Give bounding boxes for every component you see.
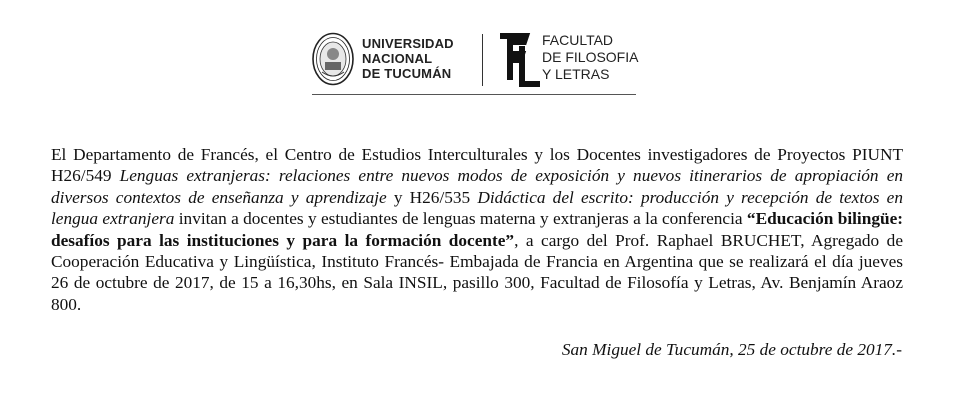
- university-name: [362, 36, 454, 81]
- letterhead: [312, 28, 639, 96]
- header-rule: [312, 94, 636, 95]
- header-divider: [482, 34, 483, 86]
- dateline: San Miguel de Tucumán, 25 de octubre de 2017.-: [561, 340, 902, 359]
- faculty-name: [542, 32, 638, 83]
- project-title-1: Lenguas extranjeras: relaciones entre nuevos modos de exposición y nuevos itinerarios de apropiación en diversos contextos de enseñanza y aprendizaje: [51, 166, 904, 207]
- university-line: UNIVERSIDAD: [362, 36, 454, 51]
- faculty-line: DE FILOSOFIA: [542, 49, 639, 65]
- conference-title: “Educación bilingüe: desafíos para las instituciones y para la formación docente”: [51, 209, 904, 250]
- text-run: El Departamento de Francés, el Centro de Estudios Interculturales y los Docentes investigadores de Proyectos PIUNT H26/549: [51, 145, 903, 186]
- ffyl-monogram-icon: [496, 30, 544, 90]
- project-title-2: Didáctica del escrito: producción y recepción de textos en lengua extranjera: [51, 187, 903, 229]
- university-line: NACIONAL: [362, 51, 433, 66]
- university-seal-icon: [312, 32, 354, 86]
- faculty-line: FACULTAD: [542, 32, 614, 48]
- university-line: DE TUCUMÁN: [362, 66, 452, 81]
- text-run: invitan a docentes y estudiantes de lenguas materna y extranjeras a la conferencia: [174, 209, 747, 229]
- invitation-paragraph: [51, 144, 903, 315]
- text-run: y H26/535: [386, 187, 478, 207]
- faculty-line: Y LETRAS: [542, 66, 610, 82]
- text-run: , a cargo del Prof. Raphael BRUCHET, Agregado de Cooperación Educativa y Lingüística, Instituto Francés- Embajada de Francia en Argentina que se realizará el día jueves 26 de octubre de 2017, de 15 a 16,30hs, en Sala INSIL, pasillo 300, Facultad de Filosofía y Letras, Av. Benjamín Araoz 800.: [51, 230, 903, 314]
